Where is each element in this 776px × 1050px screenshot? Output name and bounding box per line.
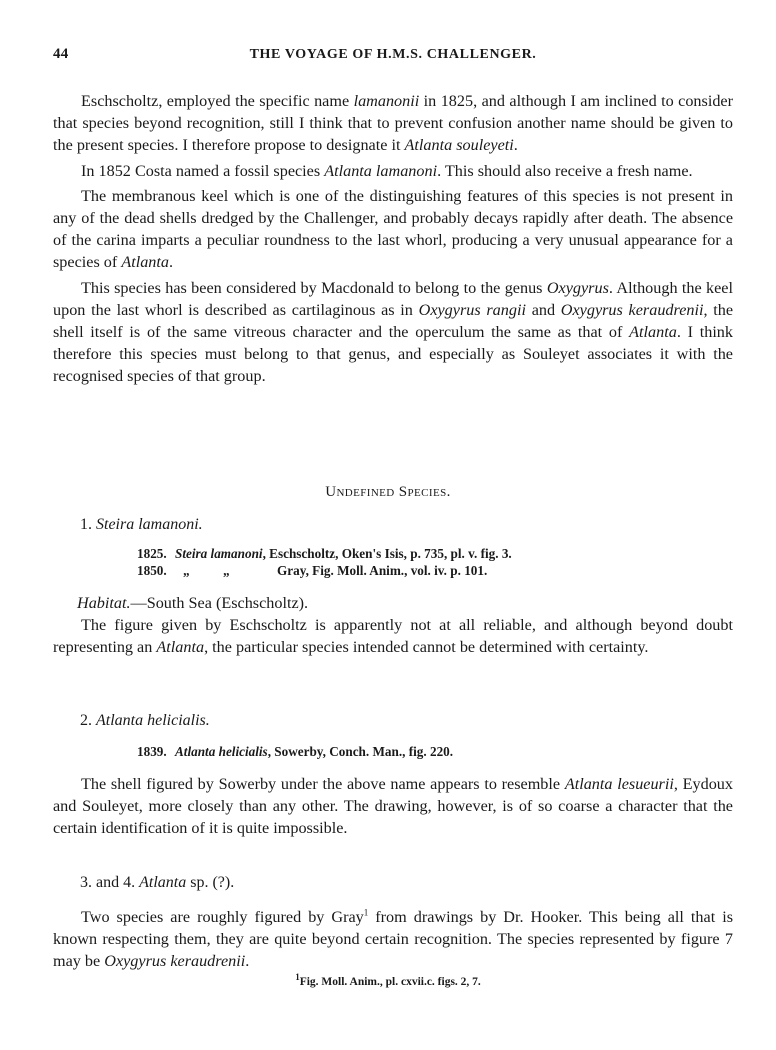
habitat-label: Habitat. (77, 594, 131, 612)
ditto-mark: „ (183, 562, 190, 578)
section-heading: Undefined Species. (325, 484, 451, 500)
genus-name: Atlanta (121, 253, 169, 272)
habitat-line (53, 592, 733, 614)
text-run: . This should also receive a fresh name. (437, 161, 693, 180)
paragraph-entry-1 (53, 614, 733, 658)
entry-title-2 (80, 712, 210, 730)
text-run: in 1825, and although I am inclined to consider that species beyond recognition, still I think that to prevent confusion another name should be given to the present species. I therefore propose to designate it (53, 92, 733, 155)
text-run: The figure given by Eschscholtz is apparently not at all reliable, and although beyond doubt representing an (53, 616, 733, 657)
paragraph-keel (53, 185, 733, 274)
footnote-number: 1 (295, 972, 300, 983)
text-run: . (513, 136, 518, 155)
footnote-marker[interactable]: 1 (363, 907, 369, 918)
entry-1-text (53, 592, 733, 659)
footnote-text: Fig. Moll. Anim., pl. cxvii.c. figs. 2, 7. (299, 976, 481, 988)
entry-2-text (53, 773, 733, 840)
synonymy-row (137, 546, 512, 563)
text-run: This species has been considered by Macdonald to belong to the genus (81, 278, 547, 297)
synonymy-reference: Gray, Fig. Moll. Anim., vol. iv. p. 101. (277, 562, 488, 578)
text-run: , the shell itself is of the same vitreous character and the operculum the same as that of (53, 300, 734, 342)
entry-title-1 (80, 516, 203, 534)
entry-species-name: Atlanta helicialis. (96, 712, 210, 729)
species-name: Oxygyrus keraudrenii (104, 952, 246, 971)
paragraph-entry-2 (53, 773, 733, 840)
synonymy-reference: , Sowerby, Conch. Man., fig. 220. (267, 744, 454, 759)
text-run: . I think therefore this species must belong to that genus, and especially as Souleyet associates it with the recognised species of that group. (53, 323, 733, 386)
paragraph-lamanonii (53, 90, 733, 157)
synonymy-reference: , Eschscholtz, Oken's Isis, p. 735, pl. v. fig. 3. (262, 546, 512, 561)
entry-suffix: sp. (?). (186, 874, 235, 891)
synonymy-name: Steira lamanoni (175, 546, 263, 561)
text-run: . (169, 253, 174, 272)
paragraph-macdonald (53, 277, 733, 388)
entry-number: 2. (80, 712, 92, 729)
entry-title-3-4 (80, 874, 234, 892)
text-run: The membranous keel which is one of the distinguishing features of this species is not present in any of the dead shells dredged by the Challenger, and probably decays rapidly after death. The absence of the carina imparts a peculiar roundness to the last whorl, producing a very unusual appearance for a species of (53, 186, 733, 272)
species-name: lamanonii (353, 92, 420, 110)
synonymy-year: 1825. (137, 546, 167, 561)
text-run: . Although the keel upon the last whorl is described as cartilaginous as in (53, 278, 733, 319)
species-name: Atlanta lesueurii (564, 775, 674, 793)
text-run: . (245, 952, 250, 971)
text-run: , Eydoux and Souleyet, more closely than any other. The drawing, however, is of so coarse a character that the certain identification of it is quite impossible. (53, 775, 733, 838)
habitat-value: —South Sea (Eschscholtz). (130, 594, 309, 612)
ditto-mark: „ (223, 562, 230, 578)
genus-name: Oxygyrus (546, 278, 609, 297)
text-run: , the particular species intended cannot be determined with certainty. (204, 638, 649, 657)
species-name: Atlanta souleyeti (404, 136, 514, 155)
synonymy-row (137, 563, 512, 580)
synonymy-year: 1850. (137, 562, 167, 578)
genus-name: Atlanta (629, 323, 677, 342)
page-number: 44 (53, 46, 69, 62)
intro-text (53, 90, 733, 388)
entry-genus-name: Atlanta (139, 874, 187, 891)
species-name: Oxygyrus keraudrenii (560, 300, 704, 319)
running-title: THE VOYAGE OF H.M.S. CHALLENGER. (249, 47, 537, 62)
entry-3-4-text (53, 906, 733, 973)
text-run: and (525, 300, 561, 319)
paragraph-costa (53, 160, 733, 182)
synonymy-year: 1839. (137, 744, 167, 759)
genus-name: Atlanta (156, 638, 205, 657)
synonymy-name: Atlanta helicialis (175, 744, 268, 759)
synonymy-list-1 (137, 546, 512, 579)
entry-number: 3. and 4. (80, 874, 136, 891)
species-name: Atlanta lamanoni (324, 161, 438, 180)
synonymy-row (137, 744, 453, 761)
running-header (53, 46, 733, 68)
text-run: The shell figured by Sowerby under the above name appears to resemble (81, 775, 565, 793)
paragraph-entry-3-4 (53, 906, 733, 973)
entry-species-name: Steira lamanoni. (96, 516, 203, 533)
text-run: Eschscholtz, employed the specific name (81, 92, 354, 110)
footnote (0, 972, 776, 988)
entry-number: 1. (80, 516, 92, 533)
synonymy-list-2 (137, 744, 453, 761)
species-name: Oxygyrus rangii (418, 300, 526, 319)
text-run: In 1852 Costa named a fossil species (81, 161, 325, 180)
text-run: from drawings by Dr. Hooker. This being all that is known respecting them, they are quite beyond certain recognition. The species represented by figure 7 may be (53, 908, 733, 971)
text-run: Two species are roughly figured by Gray (81, 908, 364, 926)
